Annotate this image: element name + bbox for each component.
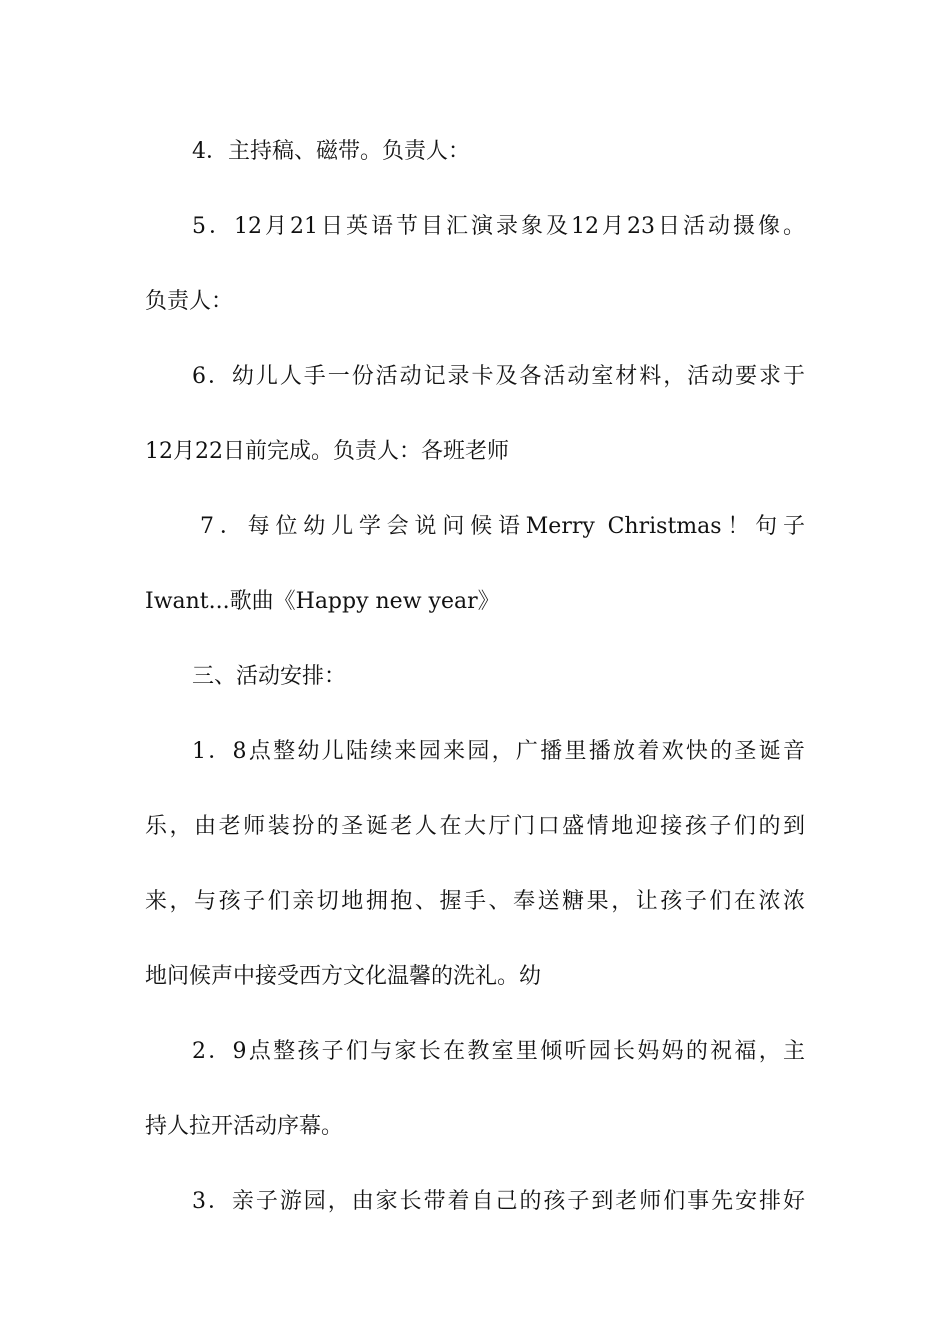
text-line-item-4: 4．主持稿、磁带。负责人： — [192, 139, 470, 164]
text-line-schedule-1-cont-a: 乐，由老师装扮的圣诞老人在大厅门口盛情地迎接孩子们的到 — [145, 814, 805, 839]
text-line-item-7-cont: Iwant...歌曲《Happy new year》 — [145, 589, 500, 614]
text-line-schedule-2: 2．9点整孩子们与家长在教室里倾听园长妈妈的祝福，主 — [192, 1039, 805, 1064]
text-line-schedule-1-cont-b: 来，与孩子们亲切地拥抱、握手、奉送糖果，让孩子们在浓浓 — [145, 889, 805, 914]
text-line-schedule-3: 3．亲子游园，由家长带着自己的孩子到老师们事先安排好 — [192, 1189, 805, 1214]
text-line-schedule-2-cont: 持人拉开活动序幕。 — [145, 1114, 344, 1139]
text-line-schedule-1: 1．8点整幼儿陆续来园来园，广播里播放着欢快的圣诞音 — [192, 739, 805, 764]
text-line-schedule-1-cont-c: 地问候声中接受西方文化温馨的洗礼。幼 — [145, 964, 542, 989]
text-line-item-6-cont: 12月22日前完成。负责人：各班老师 — [145, 439, 509, 464]
section-heading: 三、活动安排： — [192, 664, 347, 689]
text-line-item-5-cont: 负责人： — [145, 289, 234, 314]
text-line-item-5: 5．12月21日英语节目汇演录象及12月23日活动摄像。 — [192, 214, 805, 239]
text-line-item-6: 6．幼儿人手一份活动记录卡及各活动室材料，活动要求于 — [192, 364, 805, 389]
text-line-item-7: 7．每位幼儿学会说问候语Merry Christmas！句子 — [200, 514, 805, 539]
